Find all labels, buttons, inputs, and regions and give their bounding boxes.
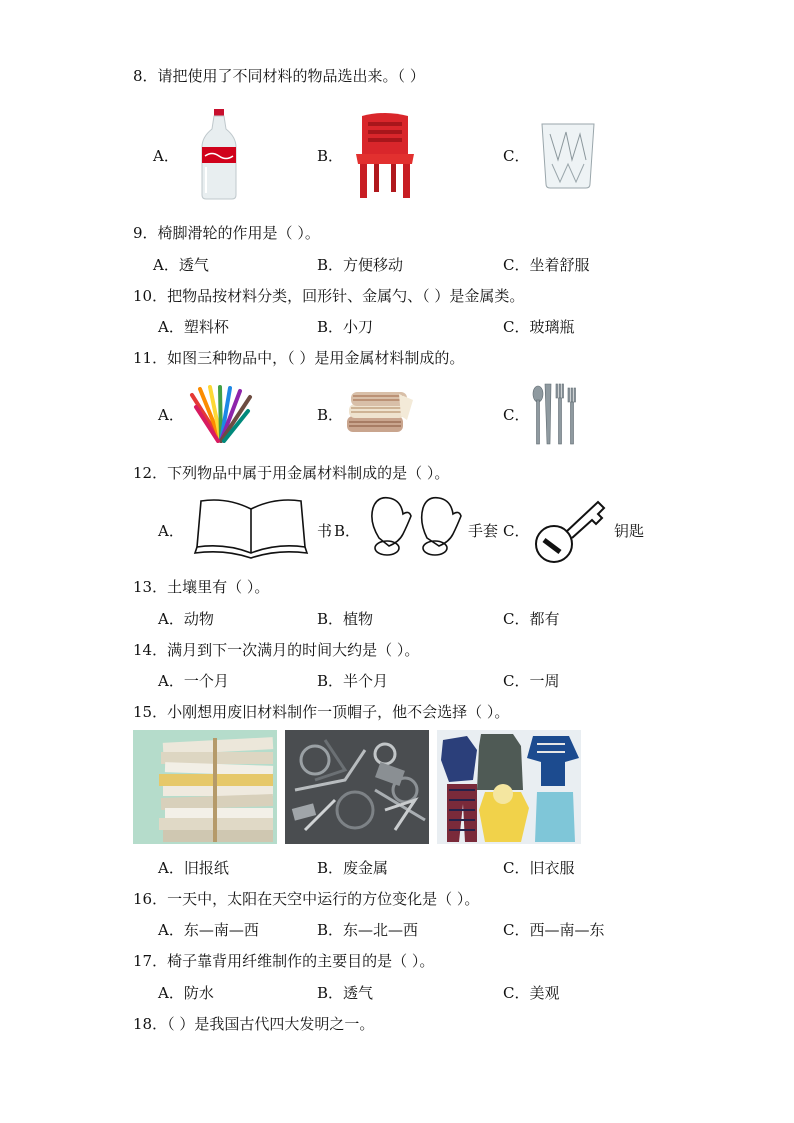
question-9-option-c[interactable]: C．坐着舒服 [503, 256, 590, 274]
gloves-icon [365, 492, 465, 562]
question-9-option-a[interactable]: A．透气 [153, 256, 209, 274]
question-17-stem: 17．椅子靠背用纤维制作的主要目的是（ ）。 [133, 952, 435, 970]
question-11-option-c[interactable]: C． [503, 406, 530, 424]
old-clothes-photo [437, 730, 581, 844]
question-9-stem: 9．椅脚滑轮的作用是（ ）。 [133, 224, 320, 242]
question-16-option-c[interactable]: C．西—南—东 [503, 921, 605, 939]
question-12-stem: 12．下列物品中属于用金属材料制成的是（ ）。 [133, 464, 450, 482]
question-15-option-c[interactable]: C．旧衣服 [503, 859, 575, 877]
question-15-option-a[interactable]: A．旧报纸 [158, 859, 229, 877]
question-15-stem: 15．小刚想用废旧材料制作一顶帽子，他不会选择（ ）。 [133, 703, 510, 721]
coke-bottle-icon [196, 107, 242, 201]
question-13-stem: 13．土壤里有（ ）。 [133, 578, 270, 596]
question-17-option-a[interactable]: A．防水 [158, 984, 214, 1002]
question-16-option-a[interactable]: A．东—南—西 [158, 921, 259, 939]
book-icon [193, 495, 309, 560]
question-15-option-b[interactable]: B．废金属 [317, 859, 389, 877]
question-8-option-a[interactable]: A． [153, 147, 179, 165]
colored-pencils-icon [188, 385, 254, 443]
cutlery-icon [530, 380, 582, 446]
question-8-option-c[interactable]: C． [503, 147, 530, 165]
question-11-option-a[interactable]: A． [158, 406, 184, 424]
question-14-stem: 14．满月到下一次满月的时间大约是（ ）。 [133, 641, 420, 659]
question-14-option-a[interactable]: A．一个月 [158, 672, 229, 690]
question-8-stem: 8．请把使用了不同材料的物品选出来。（ ） [133, 67, 425, 85]
question-8-option-b[interactable]: B． [317, 147, 344, 165]
question-13-option-c[interactable]: C．都有 [503, 610, 560, 628]
question-18-stem: 18．（ ）是我国古代四大发明之一。 [133, 1015, 375, 1033]
plastic-chair-icon [352, 110, 418, 200]
question-17-option-c[interactable]: C．美观 [503, 984, 560, 1002]
question-12-caption-c: 钥匙 [614, 522, 645, 540]
question-12-option-c[interactable]: C． [503, 522, 530, 540]
newspapers-photo [133, 730, 277, 844]
question-14-option-b[interactable]: B．半个月 [317, 672, 389, 690]
question-14-option-c[interactable]: C．一周 [503, 672, 560, 690]
question-10-stem: 10．把物品按材料分类，回形针、金属勺、（ ）是金属类。 [133, 287, 525, 305]
question-10-option-a[interactable]: A．塑料杯 [158, 318, 229, 336]
question-10-option-b[interactable]: B．小刀 [317, 318, 374, 336]
question-11-stem: 11．如图三种物品中，（ ）是用金属材料制成的。 [133, 349, 465, 367]
scrap-metal-photo [285, 730, 429, 844]
question-11-option-b[interactable]: B． [317, 406, 344, 424]
question-16-stem: 16．一天中，太阳在天空中运行的方位变化是（ ）。 [133, 890, 480, 908]
question-9-option-b[interactable]: B．方便移动 [317, 256, 404, 274]
question-13-option-a[interactable]: A．动物 [158, 610, 214, 628]
question-12-option-a[interactable]: A． [158, 522, 184, 540]
towels-icon [345, 386, 415, 436]
glass-cup-icon [538, 120, 598, 190]
key-icon [532, 488, 612, 568]
question-12-caption-a: 书 [317, 522, 333, 540]
question-12-caption-b: 手套 [468, 522, 499, 540]
question-16-option-b[interactable]: B．东—北—西 [317, 921, 419, 939]
question-10-option-c[interactable]: C．玻璃瓶 [503, 318, 575, 336]
question-17-option-b[interactable]: B．透气 [317, 984, 374, 1002]
question-13-option-b[interactable]: B．植物 [317, 610, 374, 628]
question-12-option-b[interactable]: B． [334, 522, 361, 540]
